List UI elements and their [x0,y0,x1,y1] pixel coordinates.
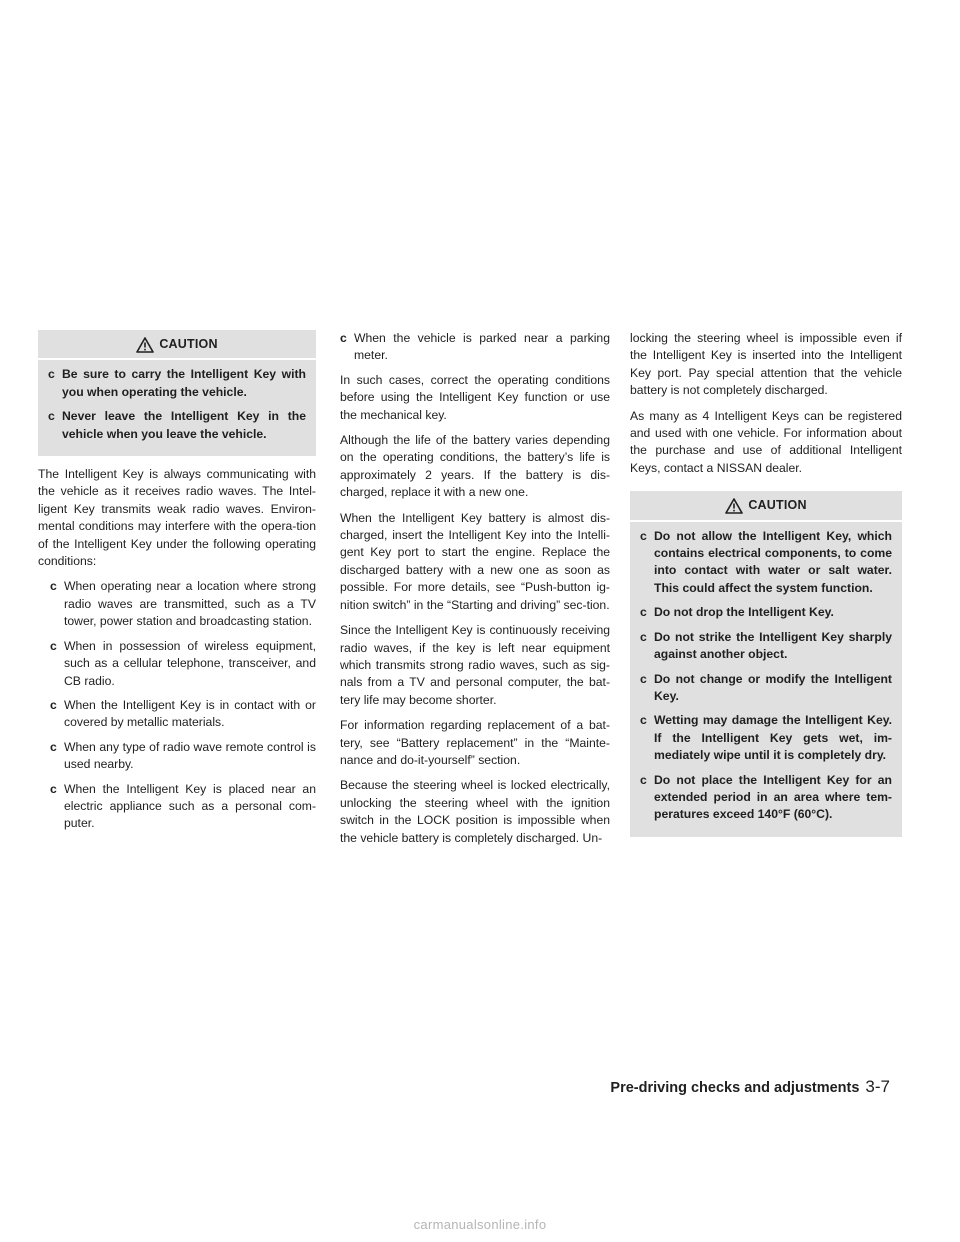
list-item: c When the Intelligent Key is in contact with or covered by metallic materials. [50,697,316,730]
caution-title: CAUTION [159,337,218,351]
caution-item: c Wetting may damage the Intelligent Key. If the Intelligent Key gets wet, im-mediately wipe until it is completely dry. [640,713,892,763]
bullet-list [38,578,316,832]
caution-item: c Never leave the Intelligent Key in the vehicle when you leave the vehicle. [48,409,306,441]
caution-box-1 [38,330,316,456]
paragraph: Because the steering wheel is locked electrically, unlocking the steering wheel with the ignition switch in the LOCK position is impossible when the vehicle battery is completely discharged. Un- [340,778,610,845]
paragraph: locking the steering wheel is impossible even if the Intelligent Key is inserted into the Intelligent Key port. Pay special attention that the vehicle battery is not completely discharged. [630,331,902,398]
column-1 [38,330,316,840]
caution-title: CAUTION [748,498,807,513]
column-2 [340,330,610,855]
caution-item: c Do not allow the Intelligent Key, which contains electrical components, to come into contact with water or salt water. This could affect the system function. [640,528,892,595]
caution-item: c Be sure to carry the Intelligent Key with you when operating the vehicle. [48,367,306,399]
paragraph: Since the Intelligent Key is continuously receiving radio waves, if the key is left near equipment which transmits strong radio waves, such as sig-nals from a TV and personal computer, the bat-tery life may become shorter. [340,623,610,707]
page-footer [610,1077,890,1097]
paragraph: As many as 4 Intelligent Keys can be registered and used with one vehicle. For information about the purchase and use of additional Intelligent Keys, contact a NISSAN dealer. [630,408,902,475]
paragraph: Although the life of the battery varies depending on the operating conditions, the battery’s life is approximately 2 years. If the battery is dis-charged, replace it with a new one. [340,433,610,500]
caution-item: c Do not drop the Intelligent Key. [640,605,834,620]
list-item: c When any type of radio wave remote control is used nearby. [50,739,316,772]
paragraph: For information regarding replacement of a bat-tery, see “Battery replacement” in the “Mainte-nance and do-it-yourself” section. [340,718,610,767]
caution-box-2 [630,491,902,837]
caution-header [38,336,316,360]
list-item: c When the Intelligent Key is placed near an electric appliance such as a personal com-puter. [50,781,316,831]
warning-icon [725,498,743,514]
list-item: c When operating near a location where strong radio waves are transmitted, such as a TV tower, power station and broadcasting station. [50,579,316,629]
list-item: c When in possession of wireless equipment, such as a cellular telephone, transceiver, and CB radio. [50,638,316,688]
page-number: 3-7 [865,1077,890,1096]
list-item: c When the vehicle is parked near a parking meter. [340,331,610,363]
watermark: carmanualsonline.info [413,1217,547,1232]
caution-item: c Do not place the Intelligent Key for an extended period in an area where tem-peratures exceed 140°F (60°C). [640,772,892,822]
paragraph: The Intelligent Key is always communicating with the vehicle as it receives radio waves. The Intel-ligent Key transmits weak radio waves. Environ-mental conditions may interfere with the opera-tion of the Intelligent Key under the following operating conditions: [38,467,316,569]
caution-header [630,497,902,521]
caution-item: c Do not strike the Intelligent Key sharply against another object. [640,629,892,662]
caution-item: c Do not change or modify the Intelligent Key. [640,671,892,703]
paragraph: In such cases, correct the operating conditions before using the Intelligent Key function or use the mechanical key. [340,372,610,422]
column-3 [630,330,902,847]
warning-icon [136,337,154,353]
paragraph: When the Intelligent Key battery is almost dis-charged, insert the Intelligent Key into the Intelli-gent Key port to start the engine. Replace the discharged battery with a new one as soon as possible. For more details, see “Push-button ig-nition switch” in the “Starting and driving” sec-tion. [340,510,610,612]
section-title: Pre-driving checks and adjustments [610,1080,860,1096]
